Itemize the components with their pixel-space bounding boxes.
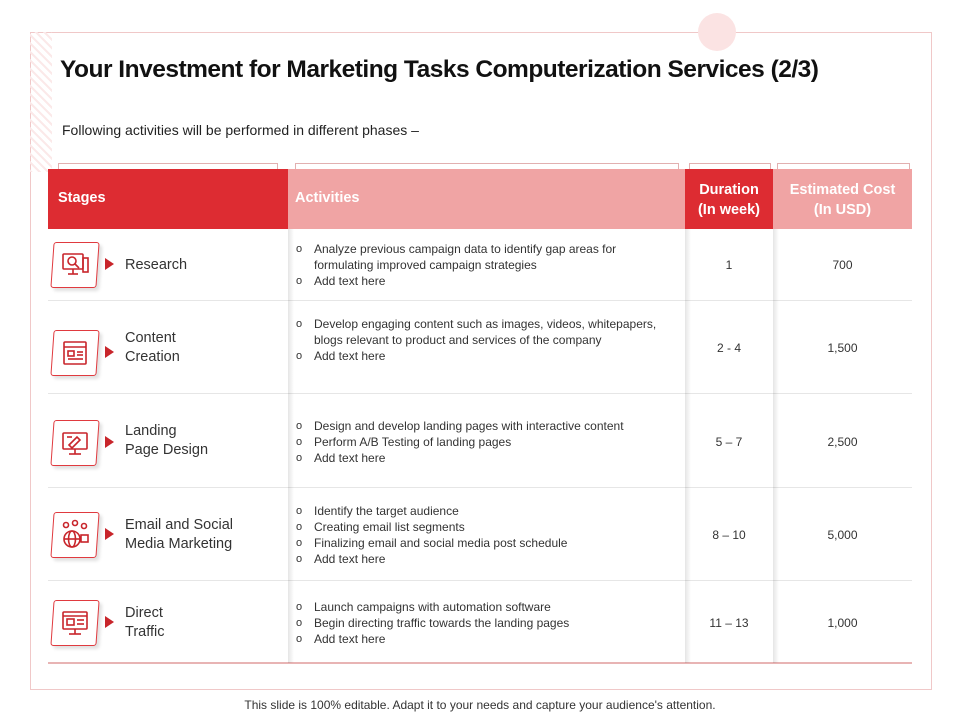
duration-value: 2 - 4 <box>716 341 741 355</box>
activities-list <box>296 418 676 466</box>
list-item: o Add text here <box>296 450 676 466</box>
list-item: o Add text here <box>296 551 676 567</box>
list-item: o Add text here <box>296 348 676 364</box>
email-social-media-icon <box>50 512 99 558</box>
stage-label-line2: Page Design <box>125 442 209 458</box>
cost-value: 1,500 <box>827 341 858 355</box>
activities-list <box>296 503 676 567</box>
footer-note: This slide is 100% editable. Adapt it to your needs and capture your audience's attention. <box>244 698 716 712</box>
cost-value: 2,500 <box>827 435 858 449</box>
stage-label-line2: Traffic <box>125 624 165 640</box>
arrow-icon <box>105 258 114 270</box>
stage-label <box>125 256 187 275</box>
stage-label-line1: Research <box>125 257 188 273</box>
list-item: o Design and develop landing pages with interactive content <box>296 418 676 434</box>
list-item: o Finalizing email and social media post schedule <box>296 535 676 551</box>
list-item: o Add text here <box>296 631 676 647</box>
header-duration-line1: Duration <box>699 182 759 198</box>
activities-list <box>296 316 676 364</box>
list-item: o Launch campaigns with automation software <box>296 599 676 615</box>
stage-label-line2: Media Marketing <box>125 536 233 552</box>
header-cost-line1: Estimated Cost <box>789 182 896 198</box>
stage-label <box>125 422 208 460</box>
column-divider <box>288 229 294 663</box>
stage-label-line1: Landing <box>125 423 177 439</box>
duration-value: 5 – 7 <box>715 435 743 449</box>
activities-list <box>296 241 676 289</box>
research-icon <box>50 242 99 288</box>
table-bottom-border <box>48 662 912 664</box>
header-activities: Activities <box>288 169 685 229</box>
list-item: o Develop engaging content such as images, videos, whitepapers, blogs relevant to product and services of the company <box>296 316 676 348</box>
cost-value: 700 <box>832 258 853 272</box>
content-creation-icon <box>50 330 99 376</box>
list-item: o Identify the target audience <box>296 503 676 519</box>
header-duration <box>685 169 773 229</box>
activities-list <box>296 599 676 647</box>
stage-label <box>125 329 180 367</box>
page-title: Your Investment for Marketing Tasks Computerization Services (2/3) <box>60 56 819 83</box>
header-cost-line2: (In USD) <box>813 202 872 218</box>
arrow-icon <box>105 436 114 448</box>
decorative-hatch <box>30 32 52 172</box>
duration-value: 8 – 10 <box>712 528 746 542</box>
duration-value: 1 <box>725 258 733 272</box>
stage-label-line1: Email and Social <box>125 517 233 533</box>
page-subtitle: Following activities will be performed in different phases – <box>62 122 419 138</box>
header-duration-line2: (In week) <box>697 202 761 218</box>
duration-value: 11 – 13 <box>709 616 749 630</box>
header-cost <box>773 169 912 229</box>
list-item: o Creating email list segments <box>296 519 676 535</box>
stage-label-line1: Direct <box>125 605 163 621</box>
stage-label-line1: Content <box>125 330 176 346</box>
landing-page-design-icon <box>50 420 99 466</box>
stage-label <box>125 516 233 554</box>
list-item: o Perform A/B Testing of landing pages <box>296 434 676 450</box>
arrow-icon <box>105 616 114 628</box>
arrow-icon <box>105 528 114 540</box>
header-stages: Stages <box>48 169 288 229</box>
direct-traffic-icon <box>50 600 99 646</box>
list-item: o Begin directing traffic towards the landing pages <box>296 615 676 631</box>
list-item: o Add text here <box>296 273 676 289</box>
arrow-icon <box>105 346 114 358</box>
stage-label <box>125 604 164 642</box>
cost-value: 5,000 <box>827 528 858 542</box>
list-item: o Analyze previous campaign data to identify gap areas for formulating improved campaign strategies <box>296 241 676 273</box>
stage-label-line2: Creation <box>125 349 180 365</box>
cost-value: 1,000 <box>827 616 858 630</box>
decorative-circle <box>698 13 736 51</box>
